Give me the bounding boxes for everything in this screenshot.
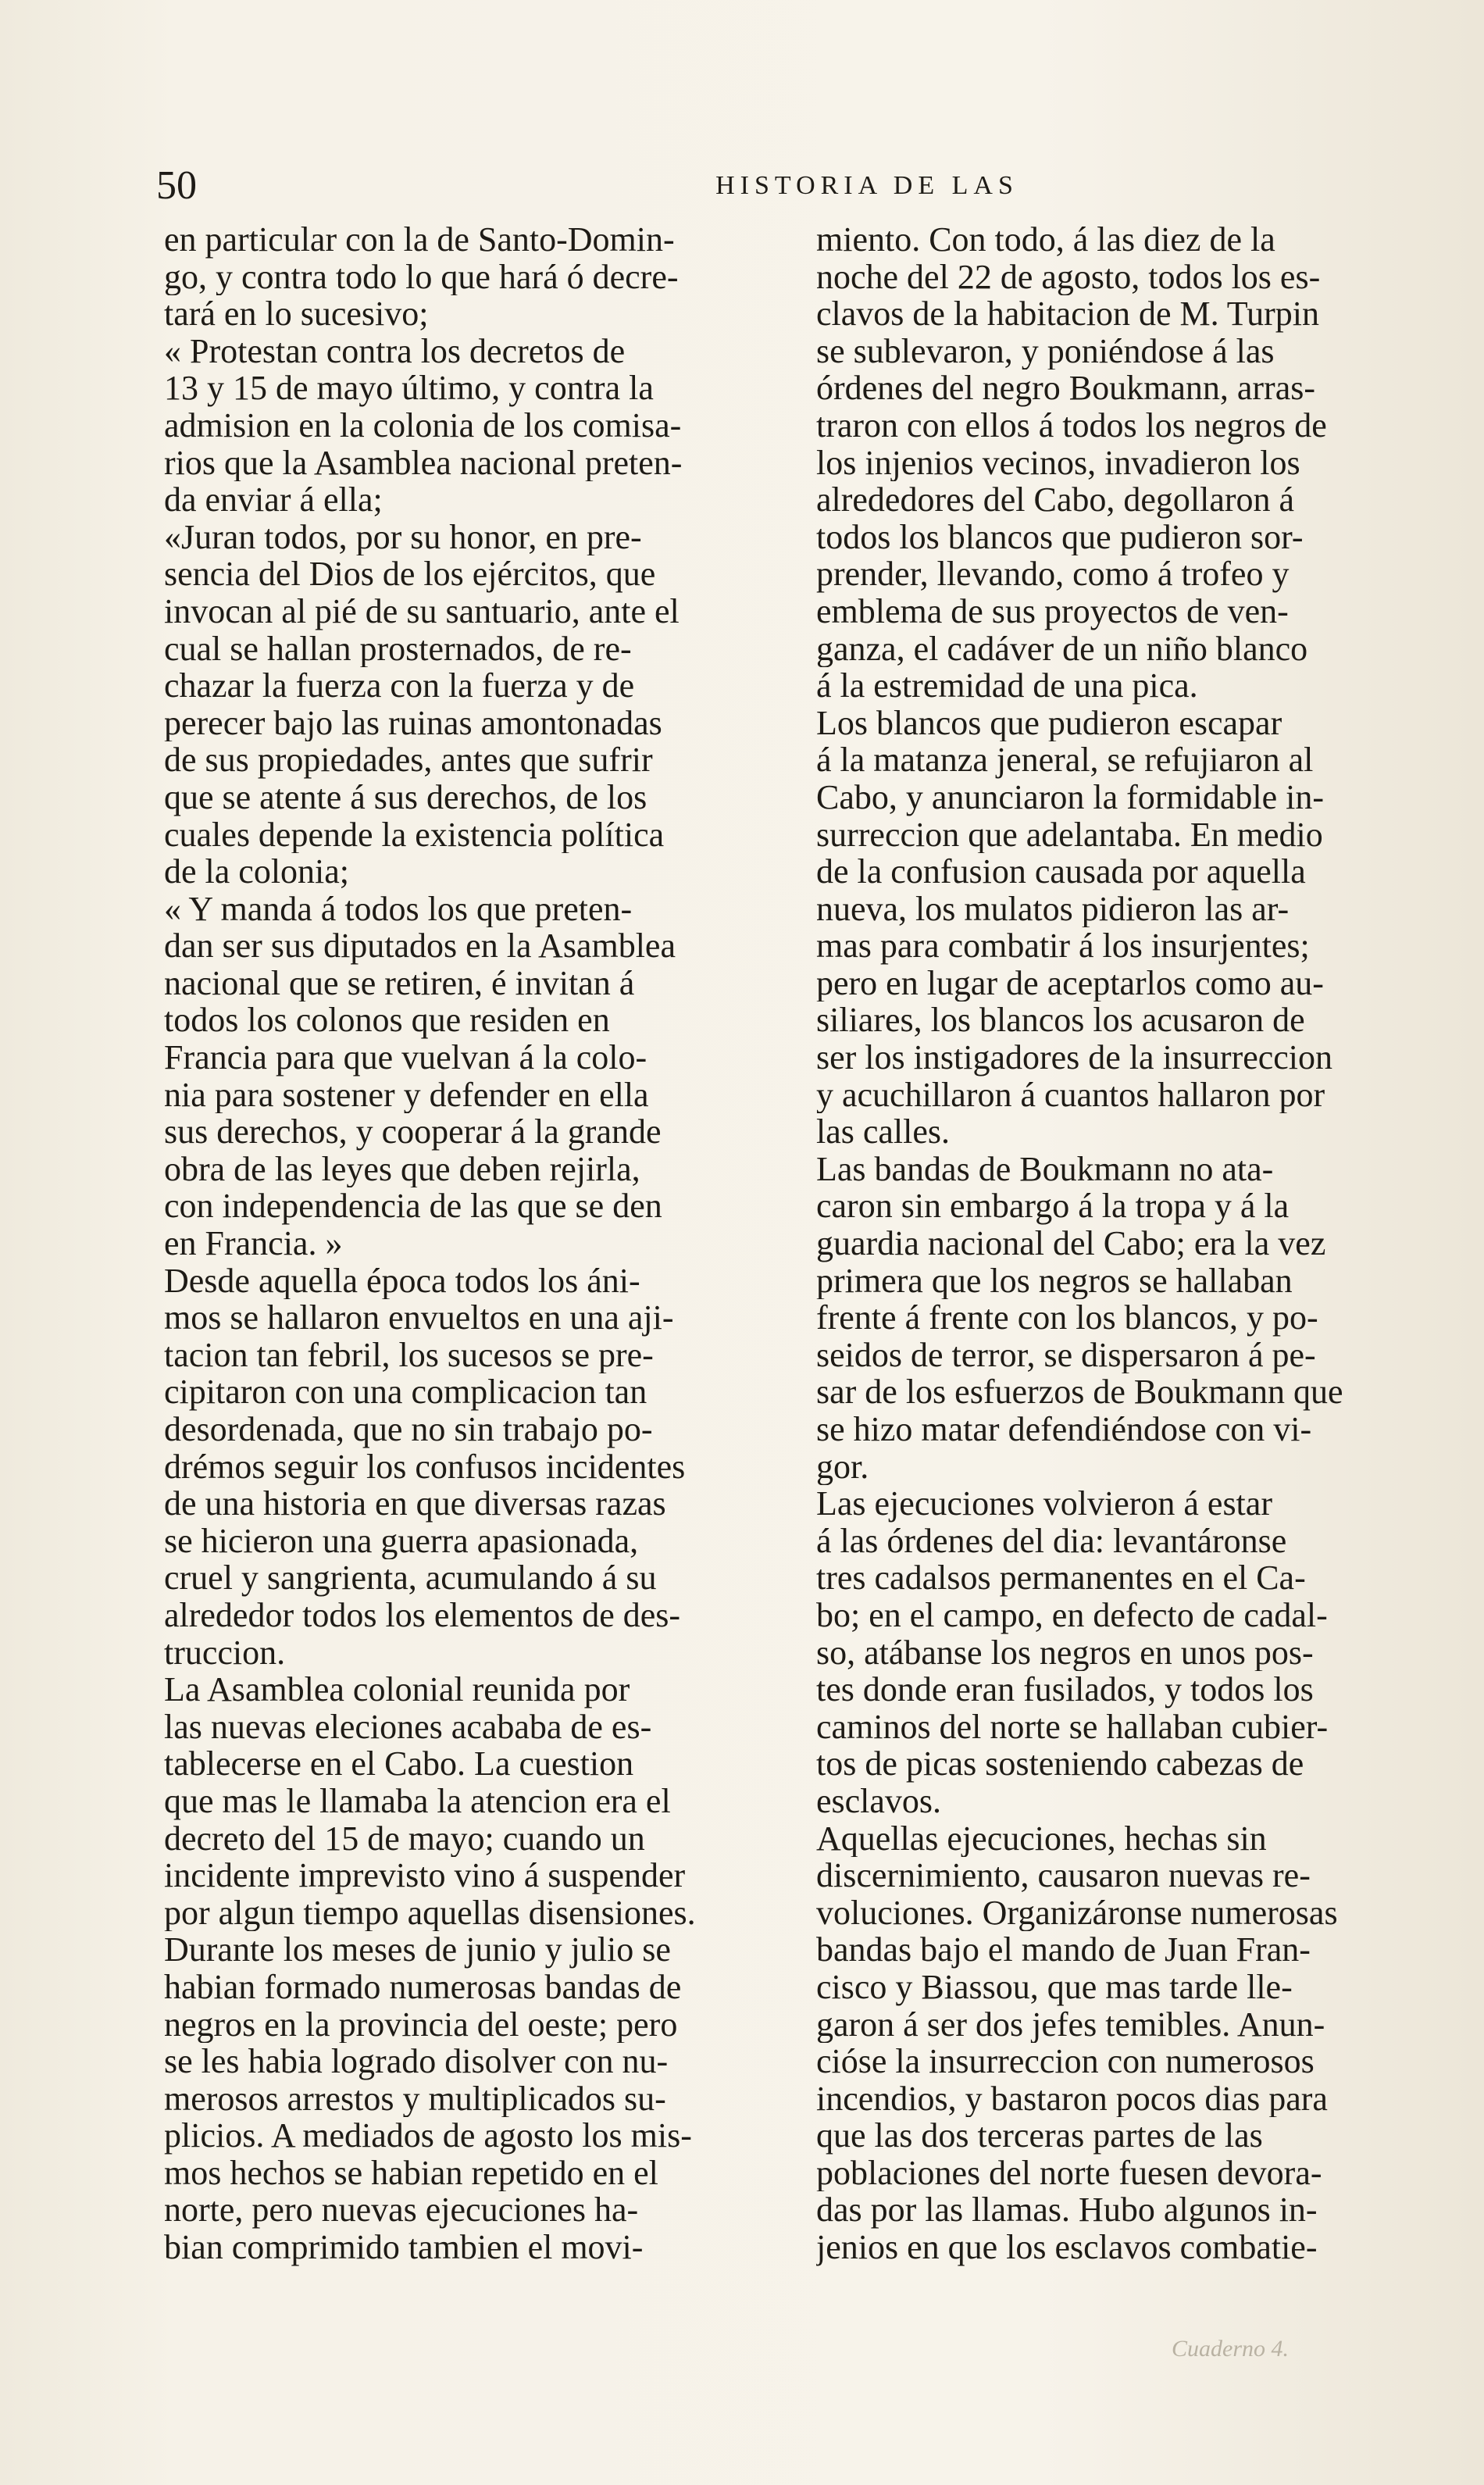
text-line: invocan al pié de su santuario, ante el — [164, 592, 680, 630]
text-line: caron sin embargo á la tropa y á la — [816, 1187, 1290, 1226]
text-line: se les habia logrado disolver con nu- — [164, 2043, 669, 2080]
text-line: emblema de sus proyectos de ven- — [816, 592, 1289, 630]
text-line: incidente imprevisto vino á suspender — [164, 1857, 686, 1894]
text-line: prender, llevando, como á trofeo y — [816, 555, 1290, 593]
text-line: pero en lugar de aceptarlos como au- — [816, 964, 1324, 1002]
text-line: se hicieron una guerra apasionada, — [164, 1522, 639, 1560]
text-line: nia para sostener y defender en ella — [164, 1076, 649, 1114]
text-line: obra de las leyes que deben rejirla, — [164, 1150, 640, 1188]
text-line: de la colonia; — [164, 853, 350, 891]
text-line: cual se hallan prosternados, de re- — [164, 630, 632, 668]
text-line: « Protestan contra los decretos de — [164, 332, 626, 370]
text-line: guardia nacional del Cabo; era la vez — [816, 1225, 1326, 1262]
text-line: sar de los esfuerzos de Boukmann que — [816, 1373, 1343, 1411]
text-line: tres cadalsos permanentes en el Ca- — [816, 1559, 1306, 1597]
text-line: garon á ser dos jefes temibles. Anun- — [816, 2005, 1325, 2044]
text-line: Cabo, y anunciaron la formidable in- — [816, 778, 1325, 816]
text-line: ser los instigadores de la insurreccion — [816, 1039, 1333, 1076]
text-line: órdenes del negro Boukmann, arras- — [816, 370, 1316, 407]
text-line: mas para combatir á los insurjentes; — [816, 927, 1310, 965]
text-line: voluciones. Organizáronse numerosas — [816, 1894, 1338, 1932]
text-line: sus derechos, y cooperar á la grande — [164, 1113, 662, 1151]
right-text-column — [816, 221, 1433, 2266]
text-line: miento. Con todo, á las diez de la — [816, 221, 1275, 259]
printer-signature: Cuaderno 4. — [1172, 2336, 1289, 2362]
text-line: en Francia. » — [164, 1225, 343, 1262]
text-line: truccion. — [164, 1633, 286, 1672]
text-line: poblaciones del norte fuesen devora- — [816, 2154, 1322, 2192]
text-line: cipitaron con una complicacion tan — [164, 1373, 647, 1411]
text-line: nacional que se retiren, é invitan á — [164, 964, 635, 1002]
text-line: que mas le llamaba la atencion era el — [164, 1782, 671, 1820]
text-line: bo; en el campo, en defecto de cadal- — [816, 1596, 1328, 1634]
text-line: «Juran todos, por su honor, en pre- — [164, 518, 642, 556]
text-line: mos hechos se habian repetido en el — [164, 2154, 658, 2192]
text-line: Las bandas de Boukmann no ata- — [816, 1150, 1274, 1188]
text-line: dan ser sus diputados en la Asamblea — [164, 927, 676, 965]
text-line: los injenios vecinos, invadieron los — [816, 444, 1300, 482]
text-line: cisco y Biassou, que mas tarde lle- — [816, 1968, 1293, 2006]
text-line: das por las llamas. Hubo algunos in- — [816, 2191, 1318, 2230]
text-line: primera que los negros se hallaban — [816, 1262, 1293, 1300]
text-line: Aquellas ejecuciones, hechas sin — [816, 1819, 1267, 1858]
text-line: que las dos terceras partes de las — [816, 2117, 1263, 2155]
text-line: las calles. — [816, 1113, 951, 1151]
text-line: chazar la fuerza con la fuerza y de — [164, 667, 635, 705]
text-line: en particular con la de Santo-Domin- — [164, 221, 675, 259]
text-line: caminos del norte se hallaban cubier- — [816, 1708, 1329, 1746]
text-line: sencia del Dios de los ejércitos, que — [164, 555, 656, 593]
text-line: habian formado numerosas bandas de — [164, 1968, 682, 2006]
text-line: perecer bajo las ruinas amontonadas — [164, 704, 662, 742]
text-line: La Asamblea colonial reunida por — [164, 1671, 630, 1708]
text-line: esclavos. — [816, 1782, 942, 1820]
text-line: y acuchillaron á cuantos hallaron por — [816, 1076, 1325, 1114]
text-line: da enviar á ella; — [164, 481, 383, 519]
text-line: admision en la colonia de los comisa- — [164, 406, 682, 445]
text-line: Francia para que vuelvan á la colo- — [164, 1039, 647, 1076]
text-line: merosos arrestos y multiplicados su- — [164, 2080, 666, 2118]
text-line: siliares, los blancos los acusaron de — [816, 1001, 1305, 1040]
text-line: negros en la provincia del oeste; pero — [164, 2005, 678, 2044]
text-line: discernimiento, causaron nuevas re- — [816, 1857, 1311, 1894]
left-text-column — [164, 221, 781, 2266]
text-line: decreto del 15 de mayo; cuando un — [164, 1819, 645, 1858]
text-line: las nuevas eleciones acababa de es- — [164, 1708, 652, 1746]
text-line: drémos seguir los confusos incidentes — [164, 1448, 686, 1486]
text-line: go, y contra todo lo que hará ó decre- — [164, 258, 679, 296]
text-line: seidos de terror, se dispersaron á pe- — [816, 1336, 1316, 1374]
text-line: frente á frente con los blancos, y po- — [816, 1299, 1318, 1337]
text-line: nueva, los mulatos pidieron las ar- — [816, 890, 1290, 928]
text-line: tablecerse en el Cabo. La cuestion — [164, 1745, 634, 1783]
text-line: á la estremidad de una pica. — [816, 667, 1198, 705]
text-line: de la confusion causada por aquella — [816, 853, 1306, 891]
text-line: con independencia de las que se den — [164, 1187, 662, 1226]
text-line: incendios, y bastaron pocos dias para — [816, 2080, 1328, 2118]
text-line: á la matanza jeneral, se refujiaron al — [816, 741, 1314, 779]
text-line: de una historia en que diversas razas — [164, 1485, 666, 1523]
text-line: so, atábanse los negros en unos pos- — [816, 1633, 1314, 1672]
text-line: Durante los meses de junio y julio se — [164, 1931, 671, 1969]
text-line: tacion tan febril, los sucesos se pre- — [164, 1336, 654, 1374]
text-line: clavos de la habitacion de M. Turpin — [816, 295, 1320, 333]
text-line: noche del 22 de agosto, todos los es- — [816, 258, 1321, 296]
page-number: 50 — [156, 163, 197, 208]
text-line: ganza, el cadáver de un niño blanco — [816, 630, 1308, 668]
text-line: bandas bajo el mando de Juan Fran- — [816, 1931, 1311, 1969]
page-header — [156, 161, 1437, 211]
text-line: Desde aquella época todos los áni- — [164, 1262, 640, 1300]
text-line: que se atente á sus derechos, de los — [164, 778, 647, 816]
text-line: norte, pero nuevas ejecuciones ha- — [164, 2191, 639, 2230]
text-line: tará en lo sucesivo; — [164, 295, 429, 333]
text-line: plicios. A mediados de agosto los mis- — [164, 2117, 692, 2155]
text-line: tes donde eran fusilados, y todos los — [816, 1671, 1314, 1708]
text-line: rios que la Asamblea nacional preten- — [164, 444, 683, 482]
text-line: alrededor todos los elementos de des- — [164, 1596, 681, 1634]
text-line: de sus propiedades, antes que sufrir — [164, 741, 653, 779]
text-line: surreccion que adelantaba. En medio — [816, 816, 1323, 854]
running-head: HISTORIA DE LAS — [715, 171, 1018, 200]
text-line: jenios en que los esclavos combatie- — [816, 2229, 1318, 2266]
text-line: tos de picas sosteniendo cabezas de — [816, 1745, 1304, 1783]
text-line: se sublevaron, y poniéndose á las — [816, 332, 1275, 370]
text-line: cióse la insurreccion con numerosos — [816, 2043, 1315, 2080]
text-line: á las órdenes del dia: levantáronse — [816, 1522, 1287, 1560]
text-line: 13 y 15 de mayo último, y contra la — [164, 370, 654, 407]
text-line: todos los colonos que residen en — [164, 1001, 610, 1040]
text-line: todos los blancos que pudieron sor- — [816, 518, 1304, 556]
text-line: desordenada, que no sin trabajo po- — [164, 1411, 653, 1448]
text-line: por algun tiempo aquellas disensiones. — [164, 1894, 696, 1932]
text-line: Los blancos que pudieron escapar — [816, 704, 1282, 742]
text-line: Las ejecuciones volvieron á estar — [816, 1485, 1272, 1523]
text-line: mos se hallaron envueltos en una aji- — [164, 1299, 674, 1337]
text-line: cuales depende la existencia política — [164, 816, 665, 854]
text-line: cruel y sangrienta, acumulando á su — [164, 1559, 657, 1597]
text-line: traron con ellos á todos los negros de — [816, 406, 1327, 445]
text-line: bian comprimido tambien el movi- — [164, 2229, 644, 2266]
text-line: se hizo matar defendiéndose con vi- — [816, 1411, 1312, 1448]
text-line: « Y manda á todos los que preten- — [164, 890, 633, 928]
text-line: gor. — [816, 1448, 869, 1486]
text-line: alrededores del Cabo, degollaron á — [816, 481, 1295, 519]
